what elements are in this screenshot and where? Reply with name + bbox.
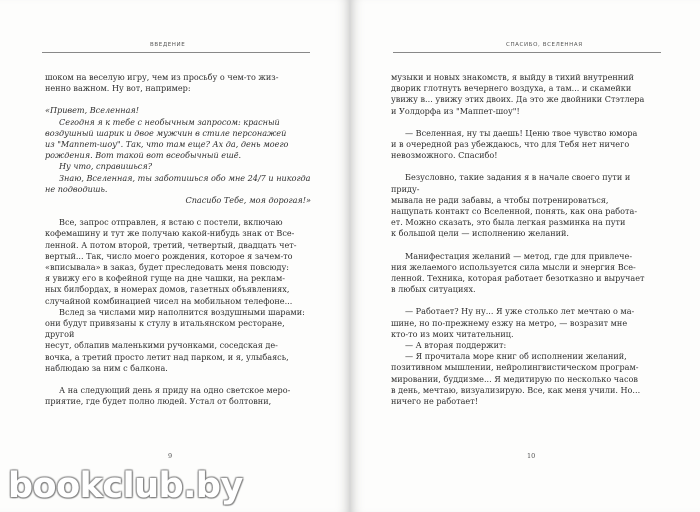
text-line: ничего не работает!	[391, 396, 478, 407]
site-watermark: bookclub.by	[8, 466, 243, 506]
text-line: увижу в... увижу этих двоих. Да это же двойники Стэтлера	[391, 94, 645, 105]
text-line: — Я прочитала море книг об исполнении желаний,	[405, 351, 627, 362]
text-line: кто-то из моих читательниц.	[391, 328, 514, 339]
text-line: воздушный шарик и двое мужчин в стиле персонажей	[45, 127, 287, 138]
running-header: СПАСИБО, ВСЕЛЕННАЯ	[506, 42, 583, 48]
text-line: приятие, где будет полно людей. Устал от болтовни,	[45, 396, 272, 407]
text-line: — А вторая поддержит:	[405, 340, 507, 351]
text-line: Безусловно, такие задания я в начале своего пути и приду-	[391, 172, 631, 194]
text-line: — Работает? Ну ну... Я уже столько лет мечтаю о ма-	[405, 306, 635, 317]
text-line: музыки и новых знакомств, я выйду в тихий внутренний	[391, 72, 634, 82]
text-line: наблюдаю за ним с балкона.	[45, 362, 168, 373]
text-line: ных билбордах, в номерах домов, газетных объявлениях,	[45, 284, 290, 295]
text-line: «Привет, Вселенная!	[45, 105, 140, 116]
text-line: они будут привязаны к стулу в итальянском ресторане, другой	[45, 318, 285, 340]
page-number: 10	[527, 452, 536, 460]
text-line: Спасибо Тебе, моя дорогая!»	[185, 195, 311, 206]
text-line: невозможного. Спасибо!	[391, 150, 498, 161]
text-line: кофемашину и тут же получаю какой-нибудь знак от Все-	[45, 228, 295, 239]
text-line: вочка, а третий просто летит над парком, и я, улыбаясь,	[45, 351, 289, 362]
text-line: ет. Можно сказать, это была легкая разминка на пути	[391, 217, 626, 228]
text-line: ленной. А потом второй, третий, четвертый, двадцать чет-	[45, 239, 297, 250]
text-line: вертый... Так, число моего рождения, которое я зачем-то	[45, 250, 293, 261]
text-line: Вслед за числами мир наполнится воздушными шарами:	[59, 306, 305, 317]
header-rule	[393, 52, 661, 53]
text-line: Сегодня я к тебе с необычным запросом: красный	[59, 116, 280, 127]
text-line: из "Маппет-шоу". Так, что там еще? Ах да, день моего	[45, 139, 289, 150]
text-line: я увижу его в кофейной гуще на дне чашки, на реклам-	[45, 273, 286, 284]
left-page	[0, 0, 349, 512]
text-line: рождения. Вот такой вот всеобычный ешё.	[45, 150, 242, 161]
text-line: дворик глотнуть вечернего воздуха, а там... и скамейки	[391, 83, 632, 94]
text-line: и Уолдорфа из "Маппет-шоу"!	[391, 105, 520, 116]
text-line: мировании, буддизме... Я медитирую по несколько часов	[391, 373, 638, 384]
text-line: шине, но по-прежнему езжу на метро, — возразит мне	[391, 317, 628, 328]
running-header: ВВЕДЕНИЕ	[150, 42, 186, 48]
text-line: в любых ситуациях.	[391, 284, 476, 295]
text-line: несут, облапив маленькими ручонками, соседская де-	[45, 340, 278, 351]
text-line: случайной комбинацией чисел на мобильном телефоне...	[45, 295, 293, 306]
text-line: Все, запрос отправлен, я встаю с постели, включаю	[59, 217, 283, 228]
right-page	[351, 0, 700, 512]
text-line: — Вселенная, ну ты даешь! Ценю твое чувство юмора	[405, 127, 638, 138]
page-body	[45, 72, 311, 407]
text-line: ленной. Техника, которая работает безотказно и выручает	[391, 273, 645, 284]
text-line: ненно важном. Ну вот, например:	[45, 83, 191, 94]
text-line: мывала не ради забавы, а чтобы потренироваться,	[391, 194, 609, 205]
text-line: Знаю, Вселенная, ты заботишься обо мне 24/7 и никогда	[59, 172, 311, 183]
text-line: А на следующий день я приду на одно светское меро-	[59, 385, 291, 396]
header-rule	[42, 52, 310, 53]
text-line: шоком на веселую игру, чем из просьбу о чем-то жиз-	[45, 72, 279, 82]
text-line: в день, мечтаю, визуализирую. Все, как меня учили. Но...	[391, 384, 641, 395]
text-line: нащупать контакт со Вселенной, понять, как она работа-	[391, 206, 638, 217]
text-line: ния желаемого используется сила мысли и энергия Все-	[391, 261, 636, 272]
text-line: к большой цели — исполнению желаний.	[391, 228, 569, 239]
page-number: 9	[168, 452, 173, 460]
text-line: не подводишь.	[45, 183, 108, 194]
text-line: Ну что, справишься?	[59, 161, 153, 172]
text-line: «вписывала» в заказ, будет преследовать меня повсюду:	[45, 262, 289, 273]
text-line: Манифестация желаний — метод, где для привлече-	[405, 250, 633, 261]
text-line: и в очередной раз убеждаюсь, что для Тебя нет ничего	[391, 139, 630, 150]
page-body	[391, 72, 657, 407]
text-line: позитивном мышлении, нейролингвистическом програм-	[391, 362, 639, 373]
